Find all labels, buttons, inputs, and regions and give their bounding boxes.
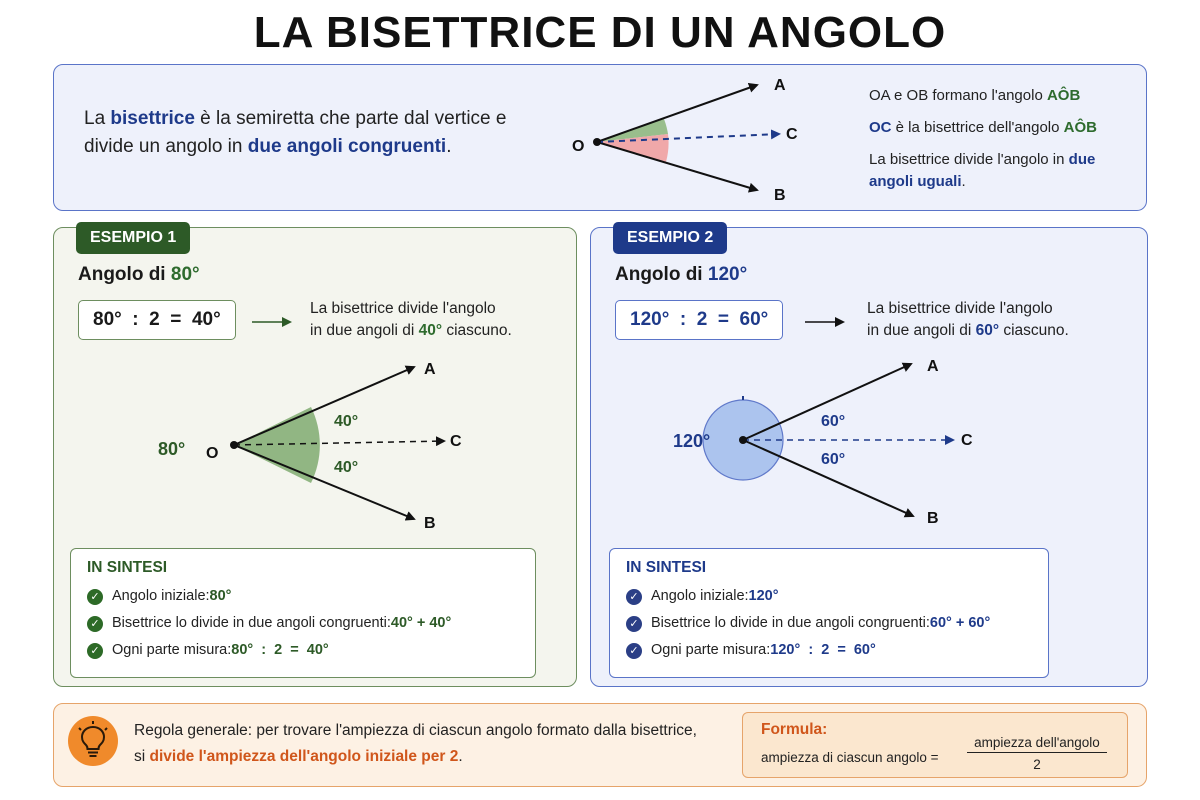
ray-ob <box>597 142 757 190</box>
check-icon: ✓ <box>626 589 642 605</box>
label-a: A <box>774 77 786 94</box>
note-oa-ob: OA e OB formano l'angolo AÔB <box>869 87 1081 104</box>
example-2-angle-label: 120° <box>673 431 711 451</box>
example-1-diagram <box>54 228 578 548</box>
example-1-label-o: O <box>206 445 219 462</box>
note-equal: La bisettrice divide l'angolo in due angoli uguali. <box>869 151 1096 190</box>
example-2-panel <box>590 227 1148 687</box>
check-icon: ✓ <box>87 616 103 632</box>
example-1-label-c: C <box>450 433 462 450</box>
example-2-half-bottom: 60° <box>821 451 846 468</box>
list-item: ✓ Ogni parte misura: 120° : 2 = 60° <box>626 637 1032 664</box>
example-1-description: La bisettrice divide l'angolo in due angoli di 40° ciascuno. <box>310 300 512 339</box>
example-1-angle-label: 80° <box>158 439 186 459</box>
formula-card <box>742 712 1128 778</box>
keyword-due-angoli: due angoli congruenti <box>247 136 447 157</box>
example-1-summary: IN SINTESI ✓ Angolo iniziale: 80° ✓ Bisettrice lo divide in due angoli congruenti: 40° + 40° ✓ Ogni parte misura: 80° : 2 = 40° <box>70 548 536 678</box>
keyword-bisettrice: bisettrice <box>110 108 195 129</box>
check-icon: ✓ <box>87 643 103 659</box>
example-2-formula: 120° : 2 = 60° <box>615 300 783 340</box>
check-icon: ✓ <box>626 643 642 659</box>
formula-fraction: ampiezza dell'angolo 2 <box>967 735 1107 772</box>
definition-text: La bisettrice è la semiretta che parte dal vertice e divide un angolo in due angoli congruenti. <box>84 108 507 157</box>
formula-lhs: ampiezza di ciascun angolo = <box>761 750 939 765</box>
example-1-formula: 80° : 2 = 40° <box>78 300 236 340</box>
example-2-half-top: 60° <box>821 413 846 430</box>
label-b: B <box>774 187 786 204</box>
example-1-half-top: 40° <box>334 413 359 430</box>
lightbulb-icon <box>68 716 118 766</box>
list-item: ✓ Angolo iniziale: 80° <box>87 583 519 610</box>
example-1-panel <box>53 227 577 687</box>
general-rule-text: Regola generale: per trovare l'ampiezza di ciascun angolo formato dalla bisettrice, si divide l'ampiezza dell'angolo iniziale per 2. <box>134 722 697 765</box>
definition-panel <box>53 64 1147 211</box>
list-item: ✓ Angolo iniziale: 120° <box>626 583 1032 610</box>
example-1-half-bottom: 40° <box>334 459 359 476</box>
example-1-tag: ESEMPIO 1 <box>76 222 190 254</box>
example-1-ray-oa <box>234 367 414 445</box>
check-icon: ✓ <box>87 589 103 605</box>
list-item: ✓ Ogni parte misura: 80° : 2 = 40° <box>87 637 519 664</box>
example-2-tag: ESEMPIO 2 <box>613 222 727 254</box>
label-o: O <box>572 138 585 155</box>
example-1-label-a: A <box>424 361 436 378</box>
example-1-ray-ob <box>234 445 414 519</box>
example-2-heading: Angolo di 120° <box>615 264 748 285</box>
example-1-heading: Angolo di 80° <box>78 264 200 285</box>
check-icon: ✓ <box>626 616 642 632</box>
definition-notes <box>869 85 1139 203</box>
list-item: ✓ Bisettrice lo divide in due angoli congruenti: 60° + 60° <box>626 610 1032 637</box>
example-2-vertex-dot <box>739 436 747 444</box>
note-oc: OC è la bisettrice dell'angolo AÔB <box>869 119 1097 136</box>
label-c: C <box>786 126 798 143</box>
vertex-dot <box>593 138 601 146</box>
example-2-label-a: A <box>927 358 939 375</box>
formula-label: Formula: <box>761 721 828 738</box>
list-item: ✓ Bisettrice lo divide in due angoli congruenti: 40° + 40° <box>87 610 519 637</box>
example-2-label-b: B <box>927 510 939 527</box>
example-2-label-c: C <box>961 432 973 449</box>
ray-oa <box>597 85 757 142</box>
page-title: LA BISETTRICE DI UN ANGOLO <box>253 8 947 57</box>
general-rule-panel <box>53 703 1147 787</box>
example-2-diagram <box>591 228 1149 548</box>
example-1-vertex-dot <box>230 441 238 449</box>
example-2-description: La bisettrice divide l'angolo in due angoli di 60° ciascuno. <box>867 300 1069 339</box>
example-1-label-b: B <box>424 515 436 532</box>
example-2-summary: IN SINTESI ✓ Angolo iniziale: 120° ✓ Bisettrice lo divide in due angoli congruenti: 60° + 60° ✓ Ogni parte misura: 120° : 2 = 60° <box>609 548 1049 678</box>
